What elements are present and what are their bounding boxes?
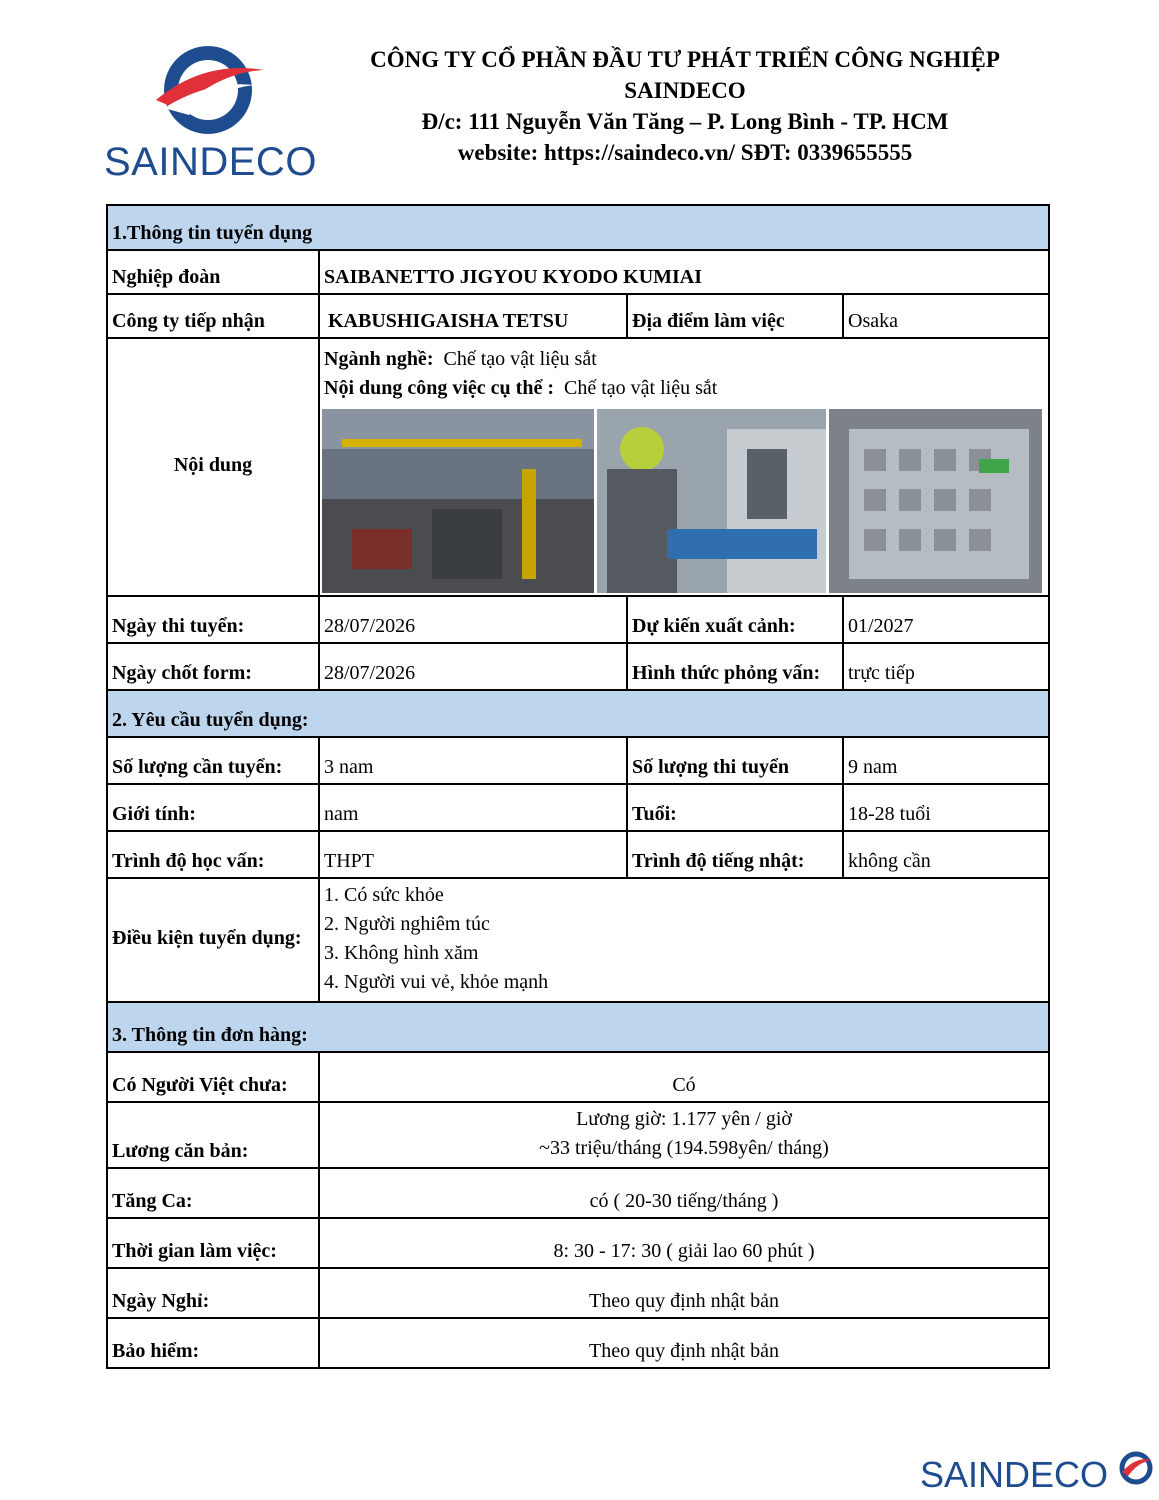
salary-label: Lương căn bản:: [107, 1102, 319, 1168]
education-value: THPT: [319, 831, 627, 878]
overtime-row: [107, 1168, 1049, 1218]
insurance-value: Theo quy định nhật bản: [319, 1318, 1049, 1368]
photo-gallery: [322, 409, 1046, 593]
exam-date-value: 28/07/2026: [319, 596, 627, 643]
overtime-value: có ( 20-30 tiếng/tháng ): [319, 1168, 1049, 1218]
conditions-list: [319, 878, 1049, 1002]
condition-item: 1. Có sức khỏe: [324, 884, 444, 906]
condition-item: 3. Không hình xăm: [324, 942, 479, 964]
section3-header-row: [107, 1002, 1049, 1052]
hours-label: Thời gian làm việc:: [107, 1218, 319, 1268]
insurance-label: Bảo hiểm:: [107, 1318, 319, 1368]
need-row: [107, 737, 1049, 784]
steel-products-photo: [829, 409, 1042, 593]
section3-title: 3. Thông tin đơn hàng:: [107, 1002, 1049, 1052]
gender-label: Giới tính:: [107, 784, 319, 831]
form-close-label: Ngày chốt form:: [107, 643, 319, 690]
union-row: [107, 250, 1049, 294]
form-close-value: 28/07/2026: [319, 643, 627, 690]
footer-wordmark: SAINDECO: [920, 1454, 1109, 1495]
gender-value: nam: [319, 784, 627, 831]
age-label: Tuổi:: [627, 784, 843, 831]
content-cell: [319, 338, 1049, 596]
japanese-value: không cần: [843, 831, 1049, 878]
location-label: Địa điểm làm việc: [627, 294, 843, 338]
content-row: [107, 338, 1049, 596]
union-value: SAIBANETTO JIGYOU KYODO KUMIAI: [319, 250, 1049, 294]
company-address: Đ/c: 111 Nguyễn Văn Tăng – P. Long Bình - TP. HCM: [421, 109, 949, 134]
worker-photo: [597, 409, 826, 593]
company-row: [107, 294, 1049, 338]
section2-header-row: [107, 690, 1049, 737]
document-header: [0, 0, 1159, 200]
job-value: Chế tạo vật liệu sắt: [564, 377, 718, 399]
section1-header-row: [107, 205, 1049, 250]
company-contact: website: https://saindeco.vn/ SĐT: 0339655555: [457, 140, 913, 165]
form-close-row: [107, 643, 1049, 690]
exam-count-value: 9 nam: [843, 737, 1049, 784]
holiday-value: Theo quy định nhật bản: [319, 1268, 1049, 1318]
education-label: Trình độ học vấn:: [107, 831, 319, 878]
footer-logo: [920, 1448, 1155, 1498]
company-info: [320, 44, 1050, 168]
holiday-label: Ngày Nghỉ:: [107, 1268, 319, 1318]
education-row: [107, 831, 1049, 878]
company-name-line2: SAINDECO: [624, 78, 746, 103]
logo-emblem-icon: [104, 40, 314, 140]
condition-item: 4. Người vui vẻ, khỏe mạnh: [324, 971, 549, 993]
location-value: Osaka: [843, 294, 1049, 338]
interview-label: Hình thức phỏng vấn:: [627, 643, 843, 690]
vietnamese-value: Có: [319, 1052, 1049, 1102]
recruitment-form-table: [106, 204, 1050, 1369]
factory-photo: [322, 409, 594, 593]
overtime-label: Tăng Ca:: [107, 1168, 319, 1218]
section1-title: 1.Thông tin tuyển dụng: [107, 205, 1049, 250]
job-label: Nội dung công việc cụ thể :: [324, 377, 554, 399]
japanese-label: Trình độ tiếng nhật:: [627, 831, 843, 878]
age-value: 18-28 tuổi: [843, 784, 1049, 831]
content-label: Nội dung: [107, 338, 319, 596]
salary-cell: [319, 1102, 1049, 1168]
condition-item: 2. Người nghiêm túc: [324, 913, 490, 935]
need-label: Số lượng cần tuyển:: [107, 737, 319, 784]
job-line: [322, 374, 1046, 403]
footer-logo-emblem-icon: [1118, 1450, 1154, 1486]
logo-wordmark: SAINDECO: [104, 140, 317, 184]
vietnamese-label: Có Người Việt chưa:: [107, 1052, 319, 1102]
section2-title: 2. Yêu cầu tuyển dụng:: [107, 690, 1049, 737]
company-value: KABUSHIGAISHA TETSU: [319, 294, 627, 338]
salary-monthly: ~33 triệu/tháng (194.598yên/ tháng): [539, 1137, 829, 1159]
vietnamese-row: [107, 1052, 1049, 1102]
departure-value: 01/2027: [843, 596, 1049, 643]
exam-date-label: Ngày thi tuyển:: [107, 596, 319, 643]
departure-label: Dự kiến xuất cảnh:: [627, 596, 843, 643]
industry-line: [322, 345, 1046, 374]
insurance-row: [107, 1318, 1049, 1368]
salary-row: [107, 1102, 1049, 1168]
conditions-row: [107, 878, 1049, 1002]
company-name-line1: CÔNG TY CỔ PHẦN ĐẦU TƯ PHÁT TRIỂN CÔNG NGHIỆP: [370, 47, 1000, 72]
union-label: Nghiệp đoàn: [107, 250, 319, 294]
conditions-label: Điều kiện tuyển dụng:: [107, 878, 319, 1002]
hours-value: 8: 30 - 17: 30 ( giải lao 60 phút ): [319, 1218, 1049, 1268]
holiday-row: [107, 1268, 1049, 1318]
industry-value: Chế tạo vật liệu sắt: [443, 348, 597, 370]
industry-label: Ngành nghề:: [324, 348, 434, 370]
interview-value: trực tiếp: [843, 643, 1049, 690]
company-label: Công ty tiếp nhận: [107, 294, 319, 338]
hours-row: [107, 1218, 1049, 1268]
gender-row: [107, 784, 1049, 831]
need-value: 3 nam: [319, 737, 627, 784]
exam-count-label: Số lượng thi tuyển: [627, 737, 843, 784]
salary-hourly: Lương giờ: 1.177 yên / giờ: [576, 1108, 792, 1130]
exam-date-row: [107, 596, 1049, 643]
company-logo: [104, 40, 317, 190]
